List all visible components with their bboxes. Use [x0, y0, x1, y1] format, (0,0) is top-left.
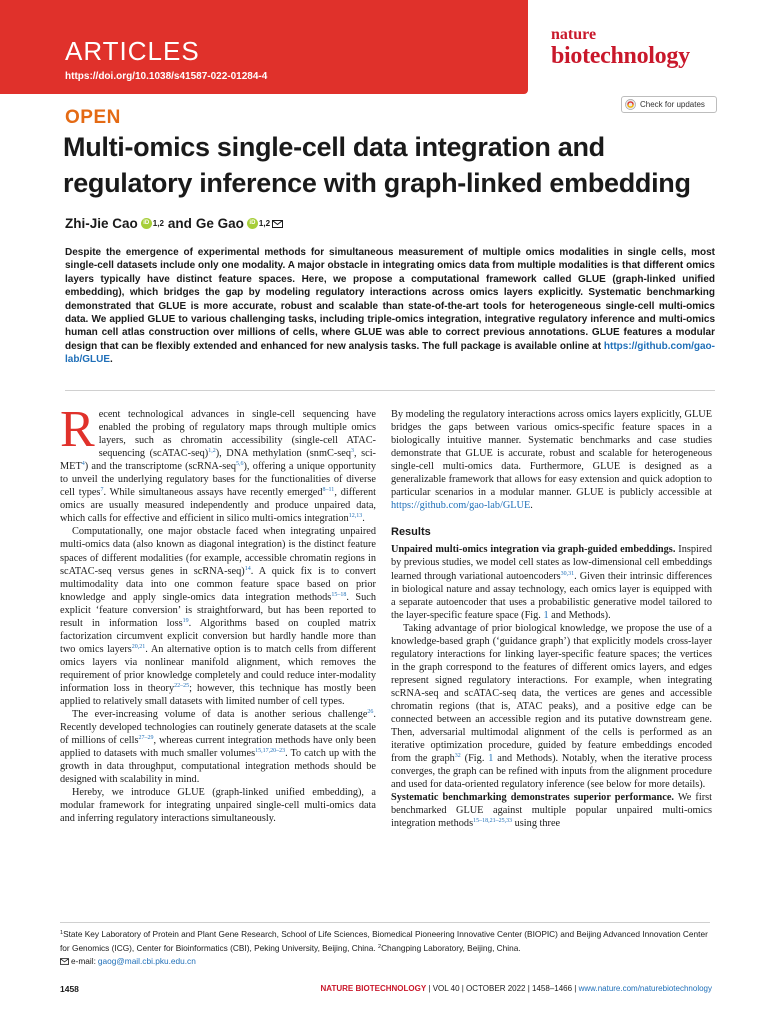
paragraph-content: [391, 792, 712, 829]
text-run: . Algorithms based on coupled matrix factorization circumvent explicit conversion but hardly handle more than two omics layers: [60, 617, 376, 655]
text-run: Inspired by previous studies, we model cell states as low-dimensional cell embeddings learned through variational autoencoders: [391, 544, 713, 582]
body-paragraph: [60, 786, 376, 825]
body-paragraph: [391, 408, 712, 512]
check-updates-icon: [625, 99, 636, 110]
abstract-text: Despite the emergence of experimental methods for simultaneous measurement of multiple omics modalities in single cells, most single-cell datasets include only one modality. A major obstacle in integrating omics data from multiple modalities is that different omics layers typically have distinct feature spaces. Here, we propose a computational framework called GLUE (graph-linked unified embedding), which bridges the gap by modeling regulatory interactions across omics layers explicitly. Systematic benchmarking demonstrated that GLUE is more accurate, robust and scalable than state-of-the-art tools for heterogeneous single-cell multi-omics data. We applied GLUE to various challenging tasks, including triple-omics integration, integrative regulatory inference and multi-omics human cell atlas construction over millions of cells, where GLUE was able to correct previous annotations. GLUE features a modular design that can be flexibly extended and enhanced for new analysis tasks. The full package is available online at: [65, 247, 715, 352]
text-run: and Methods). Notably, when the iterative process converges, the graph can be refined with inputs from the alignment procedure and used for data-oriented regulatory inference (see below for more details).: [391, 753, 712, 791]
text-run: ) and the transcriptome (scRNA-seq: [84, 461, 236, 473]
drop-cap: R: [60, 401, 95, 458]
abstract: [65, 246, 715, 367]
affiliation-2: Changping Laboratory, Beijing, China.: [381, 943, 521, 953]
text-run: . Recently developed technologies can routinely generate datasets at the scale of millions of cells: [60, 709, 376, 747]
text-run: We first benchmarked GLUE against multiple popular unpaired multi-omics integration methods: [391, 792, 712, 830]
run-in-heading: Unpaired multi-omics integration via graph-guided embeddings.: [391, 544, 676, 556]
reference-link[interactable]: 15–18: [331, 591, 347, 598]
reference-link[interactable]: 26: [367, 709, 374, 716]
text-run: Computationally, one major obstacle faced when integrating unpaired multi-omics data (also known as diagonal integration) is the distinct feature spaces of different modalities (for example, accessible chromatin regions in scATAC-seq versus genes in scRNA-seq): [60, 526, 376, 577]
reference-link[interactable]: 1,2: [208, 448, 216, 455]
text-run: . An alternative option is to match cells from different omics layers via nonlinear manifold alignment, which removes the requirement of prior knowledge completely and could reduce inter-modality information loss in theory: [60, 643, 376, 694]
running-footer: [321, 984, 712, 993]
author-list: [65, 216, 283, 231]
text-run: The ever-increasing volume of data is another serious challenge: [72, 709, 368, 721]
body-paragraph: [60, 401, 376, 525]
footer-journal: NATURE BIOTECHNOLOGY: [320, 984, 427, 993]
check-updates-label: Check for updates: [640, 100, 705, 109]
text-run: By modeling the regulatory interactions across omics layers explicitly, GLUE bridges the gaps between various omics-specific feature spaces in a biologically intuitive manner. Systematic benchmarks and case studies demonstrate that GLUE is accurate, robust and scalable for heterogeneous single-cell multi-omics data. Furthermore, GLUE is designed as a generalizable framework that allows for easy extension and quick adoption to particular scenarios in a modular manner. GLUE is publicly accessible at: [391, 409, 712, 499]
paragraph-content: [391, 409, 712, 511]
doi-link[interactable]: https://doi.org/10.1038/s41587-022-01284-4: [65, 71, 268, 82]
paragraph-content: [60, 787, 376, 824]
affiliation-marker: 1: [60, 930, 64, 936]
reference-link[interactable]: 8–11: [322, 487, 335, 494]
text-run: . Such explicit ‘feature conversion’ is straightforward, but has been reported to result in information loss: [60, 591, 376, 629]
text-run: (Fig.: [460, 753, 489, 765]
text-run: , different omics are usually measured independently and produce unpaired data, which calls for effective and efficient in silico multi-omics integration: [60, 487, 376, 525]
page-number: 1458: [60, 984, 79, 994]
reference-link[interactable]: 32: [454, 753, 461, 760]
open-access-label: OPEN: [65, 107, 121, 128]
abstract-period: .: [110, 354, 113, 366]
reference-link[interactable]: 5,6: [236, 461, 244, 468]
reference-link[interactable]: 19: [182, 617, 189, 624]
orcid-icon[interactable]: iD: [141, 218, 152, 229]
footer-url-link[interactable]: www.nature.com/naturebiotechnology: [578, 984, 712, 993]
text-run: . To catch up with the growth in data throughput, computational integration methods should be designed with scalability in mind.: [60, 748, 376, 786]
text-run: , sci-MET: [60, 448, 376, 473]
inline-link[interactable]: 1: [488, 753, 494, 765]
author-name[interactable]: Ge Gao: [195, 216, 244, 231]
author-affiliation: 1,2: [258, 219, 271, 228]
text-run: .: [530, 500, 533, 512]
affiliations-footnote: [60, 927, 710, 968]
abstract-divider: [65, 390, 715, 391]
reference-link[interactable]: 20,21: [131, 643, 146, 650]
section-label: ARTICLES: [65, 36, 200, 66]
text-run: ; however, this technique has mostly been applied to relatively small datasets with limited number of cell types.: [60, 682, 376, 708]
author-conjunction: and: [167, 216, 192, 231]
email-link[interactable]: gaog@mail.cbi.pku.edu.cn: [97, 956, 196, 966]
text-run: using three: [512, 818, 561, 830]
inline-link[interactable]: https://github.com/gao-lab/GLUE: [391, 500, 531, 512]
paragraph-content: [391, 623, 712, 791]
body-paragraph: [60, 708, 376, 786]
body-paragraph: [391, 622, 712, 792]
author-affiliation: 1,2: [152, 219, 164, 228]
reference-link[interactable]: 7: [100, 487, 104, 494]
body-column-left: [60, 401, 376, 826]
article-banner: [0, 0, 768, 109]
banner-red-band: [0, 0, 528, 94]
body-paragraph: [60, 525, 376, 708]
paragraph-content: [60, 709, 376, 785]
text-run: , whereas current integration methods have only been applied to datasets with much smaller volumes: [60, 735, 376, 760]
text-run: ), offering a unique opportunity to unveil the underlying regulatory bases for the functionalities of diverse cell types: [60, 461, 376, 499]
run-in-heading: Systematic benchmarking demonstrates superior performance.: [391, 792, 674, 804]
reference-link[interactable]: 3: [350, 448, 354, 455]
orcid-icon[interactable]: iD: [247, 218, 258, 229]
email-label: e-mail:: [71, 956, 96, 966]
text-run: ecent technological advances in single-cell sequencing have enabled the probing of regulatory maps through multiple omics layers, such as chromatin accessibility (single-cell ATAC-sequencing (scATAC-seq): [98, 409, 376, 460]
affiliation-text: [60, 927, 710, 955]
text-run: . Given their intrinsic differences in biological nature and assay technology, each omics layer is equipped with a separate autoencoder that uses a probabilistic generative model tailored to the layer-specific feature space (Fig.: [391, 570, 712, 621]
journal-logo-line2: biotechnology: [551, 43, 690, 69]
affiliation-1: State Key Laboratory of Protein and Plant Gene Research, School of Life Sciences, Biomedical Pioneering Innovative Center (BIOPIC) and Beijing Advanced Innovation Center for Genomics (ICG), Center for Bioinformatics (CBI), Peking University, Beijing, China.: [60, 929, 708, 953]
reference-link[interactable]: 14: [244, 565, 251, 572]
inline-link[interactable]: 1: [543, 609, 549, 621]
envelope-icon: [60, 958, 69, 965]
author-name[interactable]: Zhi-Jie Cao: [65, 216, 138, 231]
results-heading: Results: [391, 526, 431, 539]
check-for-updates-button[interactable]: [621, 96, 717, 113]
email-line: [60, 955, 710, 968]
text-run: . While simultaneous assays have recently emerged: [103, 487, 323, 499]
paragraph-content: [391, 544, 712, 620]
reference-link[interactable]: 15,17,20–23: [255, 748, 286, 755]
text-run: ), DNA methylation (snmC-seq: [215, 448, 351, 460]
footer-volume: | VOL 40 | OCTOBER 2022 | 1458–1466 |: [426, 984, 579, 993]
footnote-divider: [60, 922, 710, 923]
text-run: Taking advantage of prior biological knowledge, we propose the use of a knowledge-based graph (‘guidance graph’) that explicitly models cross-layer regulatory interactions for linking layer-specific feature spaces; the vertices in the graph correspond to the features of different omics layers, and edges represent signed regulatory interactions. For example, when integrating scRNA-seq and scATAC-seq data, the vertices are genes and accessible chromatin regions (that is, ATAC peaks), and a positive edge can be connected between an accessible region and its putative downstream gene. Then, adversarial multimodal alignment of the cells is performed as an iterative optimization procedure, guided by feature embeddings encoded from the graph: [391, 622, 712, 765]
article-title: Multi-omics single-cell data integration and regulatory inference with graph-linked embedding: [63, 132, 691, 198]
paragraph-content: [60, 526, 376, 707]
body-paragraph: [391, 791, 712, 830]
journal-logo-line1: nature: [551, 26, 597, 43]
body-paragraph: [391, 543, 712, 621]
reference-link[interactable]: 27–29: [138, 735, 154, 742]
abstract-github-link[interactable]: https://github.com/gao-lab/GLUE: [65, 340, 715, 366]
text-run: . A quick fix is to convert multimodality data into one common feature space based on prior knowledge and apply single-omics data integration methods: [60, 565, 376, 603]
text-run: and Methods).: [548, 609, 611, 621]
affiliation-marker: 2: [378, 944, 382, 950]
text-run: .: [362, 513, 365, 525]
text-run: Hereby, we introduce GLUE (graph-linked unified embedding), a modular framework for integrating unpaired single-cell multi-omics data and inferring regulatory interactions simultaneously.: [60, 787, 376, 825]
paragraph-content: [60, 401, 376, 525]
envelope-icon[interactable]: [272, 220, 283, 228]
reference-link[interactable]: 15–18,21–25,33: [473, 818, 513, 825]
reference-link[interactable]: 22–25: [174, 682, 190, 689]
journal-logo[interactable]: [551, 27, 690, 68]
reference-link[interactable]: 12,13: [348, 513, 363, 520]
reference-link[interactable]: 4: [81, 461, 85, 468]
body-column-right: [391, 408, 712, 830]
reference-link[interactable]: 30,31: [560, 570, 575, 577]
